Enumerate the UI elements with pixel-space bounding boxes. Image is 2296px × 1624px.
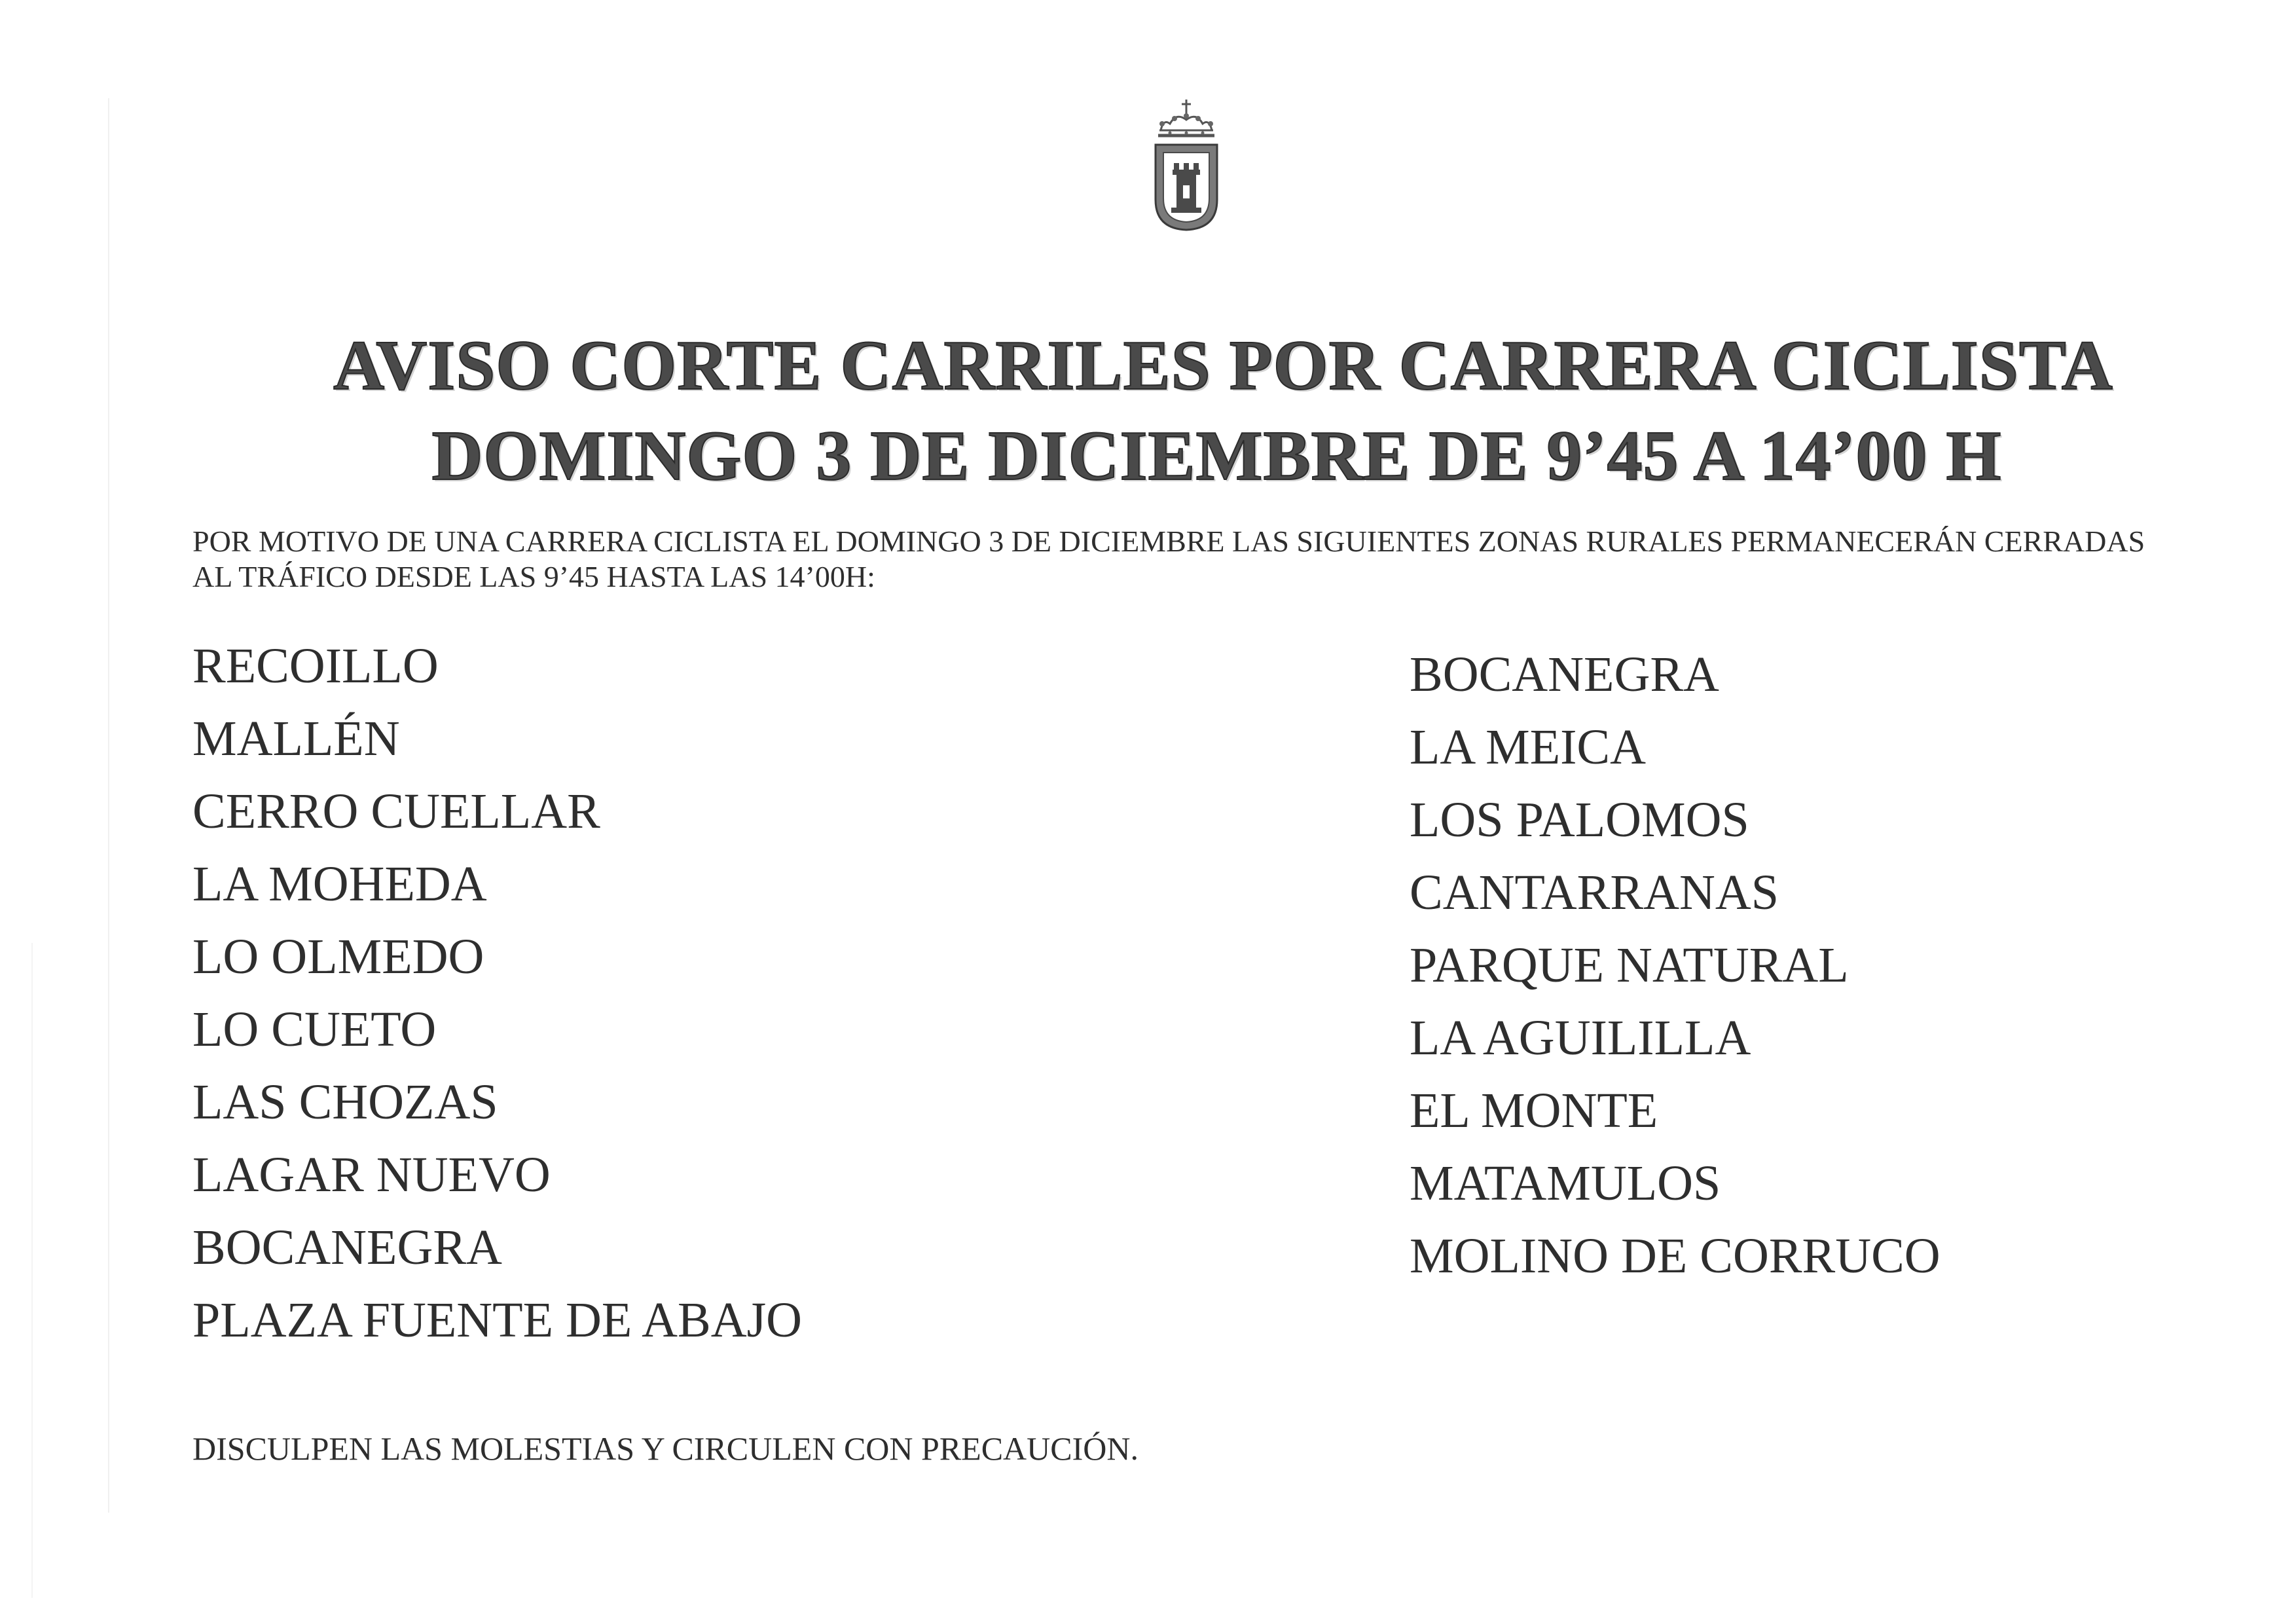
scan-edge	[31, 943, 33, 1598]
list-item: CERRO CUELLAR	[192, 784, 600, 839]
list-item: PARQUE NATURAL	[1410, 938, 1849, 993]
list-item: EL MONTE	[1410, 1083, 1658, 1138]
list-item: MATAMULOS	[1410, 1156, 1721, 1211]
list-item: PLAZA FUENTE DE ABAJO	[192, 1293, 803, 1348]
list-item: LO CUETO	[192, 1002, 437, 1057]
zone-list-right	[1410, 638, 1941, 1293]
footer-note: DISCULPEN LAS MOLESTIAS Y CIRCULEN CON PRECAUCIÓN.	[192, 1430, 1139, 1467]
notice-title	[0, 321, 2296, 502]
list-item: MALLÉN	[192, 711, 400, 766]
list-item: RECOILLO	[192, 638, 439, 693]
list-item: BOCANEGRA	[1410, 647, 1719, 702]
list-item: LA AGUILILLA	[1410, 1010, 1751, 1065]
list-item: LA MOHEDA	[192, 857, 487, 912]
list-item: MOLINO DE CORRUCO	[1410, 1228, 1941, 1283]
title-line-1: AVISO CORTE CARRILES POR CARRERA CICLISTA	[333, 327, 2113, 405]
list-item: LOS PALOMOS	[1410, 792, 1749, 847]
zone-list-left	[192, 630, 802, 1357]
scan-edge	[108, 98, 109, 1513]
list-item: LAS CHOZAS	[192, 1075, 498, 1130]
coat-of-arms-icon	[1150, 95, 1222, 232]
list-item: CANTARRANAS	[1410, 865, 1779, 920]
list-item: LA MEICA	[1410, 720, 1646, 775]
list-item: BOCANEGRA	[192, 1220, 502, 1275]
list-item: LAGAR NUEVO	[192, 1147, 551, 1202]
intro-paragraph: POR MOTIVO DE UNA CARRERA CICLISTA EL DOMINGO 3 DE DICIEMBRE LAS SIGUIENTES ZONAS RURALES PERMANECERÁN CERRADAS AL TRÁFICO DESDE LAS 9’45 HASTA LAS 14’00H:	[192, 525, 2145, 593]
list-item: LO OLMEDO	[192, 929, 484, 984]
title-line-2: DOMINGO 3 DE DICIEMBRE DE 9’45 A 14’00 H	[431, 417, 2002, 495]
